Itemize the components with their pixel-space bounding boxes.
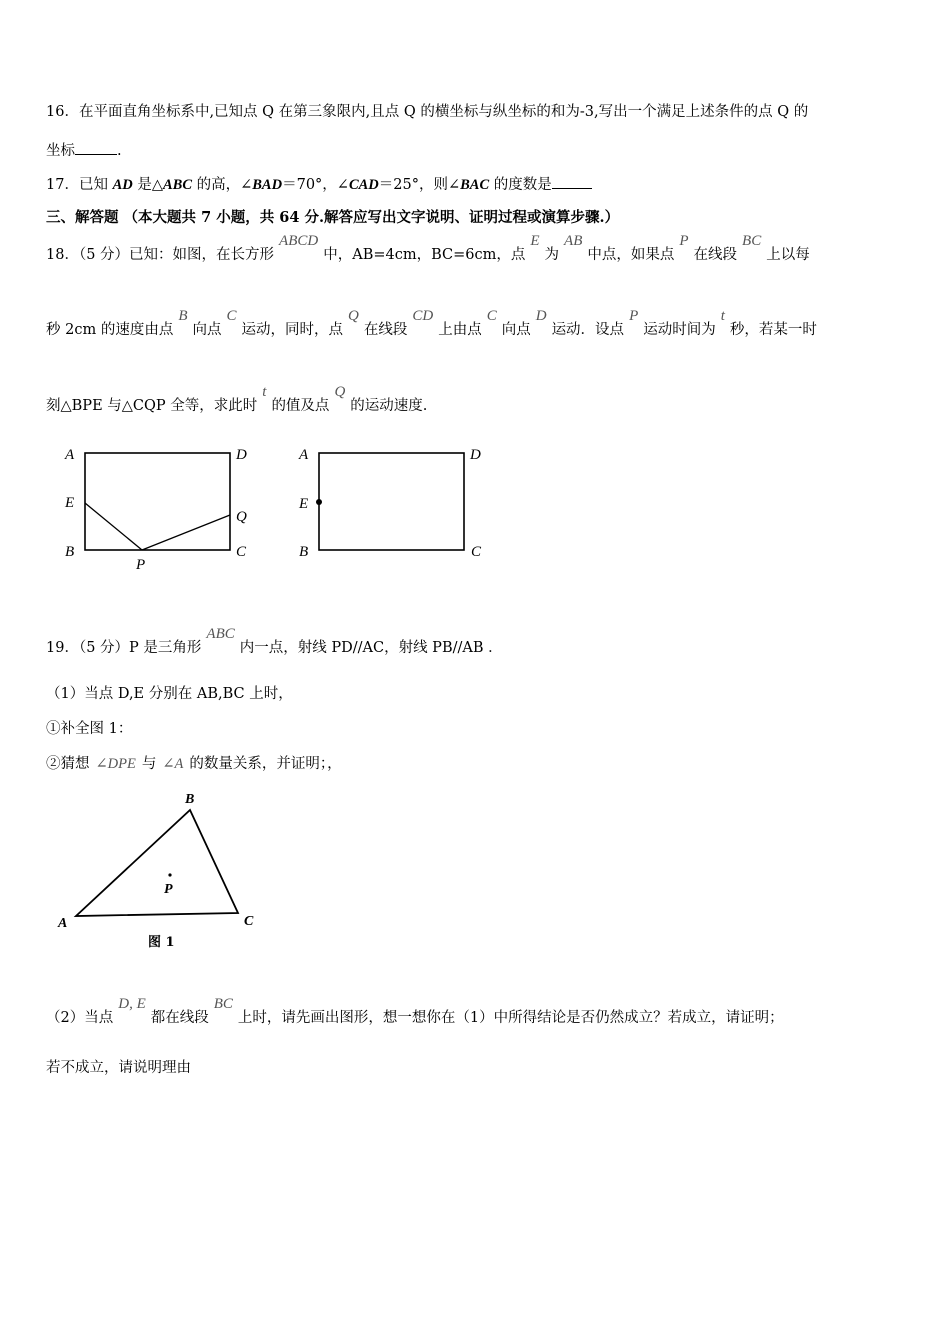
- triangle-abc: [76, 810, 238, 916]
- rectangle-abcd-left: [85, 453, 230, 550]
- q18-l2g: 运动．设点: [551, 322, 625, 338]
- q18-p: P: [679, 233, 689, 249]
- q19-bc: BC: [213, 996, 233, 1012]
- q18-l2c: 运动，同时，点: [241, 322, 344, 338]
- q19-part1b: [46, 754, 342, 774]
- label-e: E: [299, 496, 309, 512]
- q16-line1: 16．在平面直角坐标系中,已知点 Q 在第三象限内,且点 Q 的横坐标与纵坐标的和为-3,写出一个满足上述条件的点 Q 的: [46, 104, 809, 120]
- label-a: A: [299, 447, 309, 463]
- q17-cad: CAD: [348, 177, 379, 193]
- q19-angle-a: ∠A: [162, 756, 184, 772]
- q19-figure: [50, 785, 280, 960]
- q18-l1b: 中，AB=4cm，BC=6cm，点: [323, 247, 526, 263]
- label-a: A: [58, 916, 68, 931]
- q18-l2d: 在线段: [363, 322, 408, 338]
- q18-l3a: 刻△BPE 与△CQP 全等，求此时: [46, 398, 258, 414]
- q17-answer-blank[interactable]: [552, 174, 592, 189]
- q19-p1b-b: 与: [141, 756, 157, 772]
- figure-caption: 图 1: [148, 935, 175, 950]
- q17-prefix: 17．已知: [46, 177, 113, 193]
- q17-ad: AD: [112, 177, 133, 193]
- q17-mid3: ＝70°，∠: [282, 177, 349, 193]
- point-p: [168, 873, 171, 876]
- q18-l1f: 上以每: [766, 247, 810, 263]
- q18-figure-right: [298, 447, 482, 560]
- q19-de: D, E: [118, 996, 146, 1012]
- q18-l3b: 的值及点: [271, 398, 330, 414]
- q17-abc: ABC: [162, 177, 192, 193]
- q18-e: E: [530, 233, 540, 249]
- section-3-heading: 三、解答题 （本大题共 7 小题，共 64 分.解答应写出文字说明、证明过程或演算步骤.）: [46, 209, 620, 226]
- label-d: D: [470, 447, 481, 463]
- q16-line2-label: 坐标: [46, 143, 75, 159]
- q18-ab: AB: [564, 233, 583, 249]
- q18-figure-left: [64, 447, 247, 573]
- point-e: [316, 499, 322, 505]
- q17-bac: BAC: [460, 177, 490, 193]
- q18-line2: [46, 308, 817, 340]
- q18-l2a: 秒 2cm 的速度由点: [46, 322, 174, 338]
- q18-l2e: 上由点: [438, 322, 482, 338]
- label-a: A: [65, 447, 75, 463]
- q19-p2-a: （2）当点: [46, 1010, 114, 1026]
- label-e: E: [65, 495, 75, 511]
- q16-line2: [46, 140, 122, 161]
- q18-l3c: 的运动速度.: [350, 398, 428, 414]
- q18-q2: Q: [334, 384, 346, 400]
- q19-p2-c: 上时，请先画出图形，想一想你在（1）中所得结论是否仍然成立？若成立，请证明；: [237, 1010, 784, 1026]
- q17-mid5: 的度数是: [489, 177, 552, 193]
- q18-p2: P: [629, 308, 639, 324]
- q19-p1b-c: 的数量关系，并证明；，: [189, 756, 342, 772]
- q19-abc: ABC: [206, 626, 235, 642]
- q18-bc: BC: [742, 233, 762, 249]
- q18-c2: C: [486, 308, 497, 324]
- q18-q: Q: [348, 308, 359, 324]
- label-c: C: [244, 914, 254, 929]
- q19-dpe: ∠DPE: [95, 756, 136, 772]
- label-b: B: [185, 792, 195, 807]
- q18-l2b: 向点: [192, 322, 222, 338]
- q18-l1e: 在线段: [693, 247, 738, 263]
- q18-l1a: 18．（5 分）已知：如图，在长方形: [46, 247, 275, 263]
- segment-pq: [142, 515, 230, 550]
- q18-l2f: 向点: [501, 322, 531, 338]
- label-d: D: [236, 447, 247, 463]
- q19-l1a: 19．（5 分）P 是三角形: [46, 640, 202, 656]
- q19-part1a: ①补全图 1：: [46, 721, 133, 737]
- q18-l1d: 中点，如果点: [587, 247, 675, 263]
- q17-bad: BAD: [252, 177, 283, 193]
- q18-t: t: [720, 308, 725, 324]
- q17-line: [46, 174, 592, 195]
- q19-part2-line1: [46, 996, 784, 1028]
- q19-p2-b: 都在线段: [150, 1010, 209, 1026]
- rectangle-abcd-right: [319, 453, 464, 550]
- q18-d: D: [535, 308, 547, 324]
- q19-l1b: 内一点，射线 PD//AC，射线 PB//AB ．: [239, 640, 503, 656]
- label-c: C: [471, 544, 482, 560]
- segment-ep: [85, 503, 142, 550]
- q19-part1: （1）当点 D,E 分别在 AB,BC 上时，: [46, 686, 293, 702]
- q18-line3: [46, 384, 428, 416]
- q17-mid4: ＝25°，则∠: [378, 177, 461, 193]
- label-b: B: [65, 544, 75, 560]
- q16-line2-end: .: [117, 143, 122, 159]
- q18-figure: [50, 435, 510, 580]
- label-q: Q: [236, 509, 247, 525]
- label-c: C: [236, 544, 247, 560]
- q18-b: B: [178, 308, 188, 324]
- q17-mid1: 是△: [132, 177, 163, 193]
- q18-line1: [46, 233, 810, 265]
- q18-c: C: [226, 308, 237, 324]
- q18-l1c: 为: [544, 247, 560, 263]
- q17-mid2: 的高，∠: [192, 177, 253, 193]
- label-p: P: [164, 882, 173, 897]
- q18-abcd: ABCD: [279, 233, 319, 249]
- q18-l2h: 运动时间为: [643, 322, 716, 338]
- q18-t2: t: [262, 384, 267, 400]
- q19-part2-line2: 若不成立，请说明理由: [46, 1060, 191, 1076]
- q19-p1b-a: ②猜想: [46, 756, 90, 772]
- q18-cd: CD: [412, 308, 434, 324]
- label-p: P: [136, 557, 146, 573]
- q19-line1: [46, 626, 503, 658]
- q16-answer-blank[interactable]: [75, 140, 117, 155]
- label-b: B: [299, 544, 309, 560]
- q18-l2i: 秒，若某一时: [729, 322, 817, 338]
